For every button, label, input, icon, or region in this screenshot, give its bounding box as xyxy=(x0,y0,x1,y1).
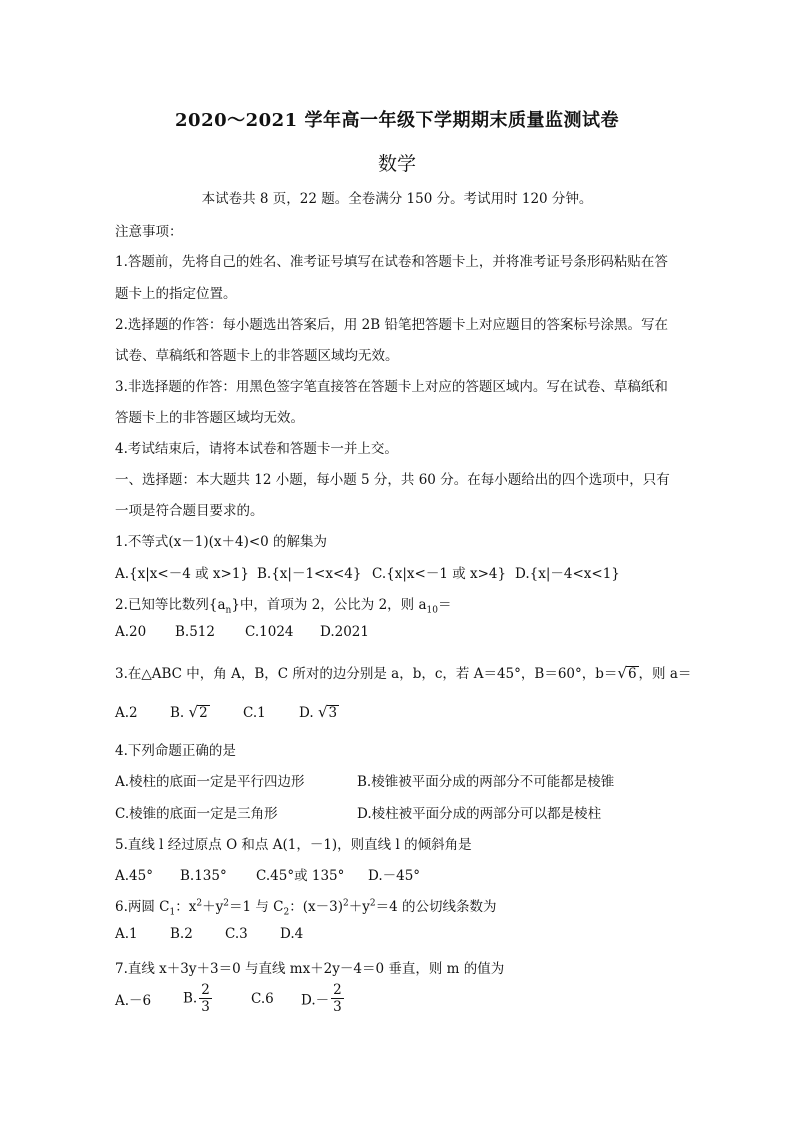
q2-option-c: C.1024 xyxy=(245,624,294,640)
sqrt-symbol-icon: √ xyxy=(617,664,627,682)
q4-option-c: C.棱锥的底面一定是三角形 xyxy=(115,806,278,822)
q3-option-d-radicand: 3 xyxy=(328,705,338,721)
q6-superscript: 2 xyxy=(342,898,349,909)
q3-option-a: A.2 xyxy=(115,705,138,721)
q6-subscript: 2 xyxy=(283,907,290,918)
q3-option-b-label: B. xyxy=(170,705,185,721)
q7-option-d xyxy=(301,982,346,1015)
q6-superscript: 2 xyxy=(196,898,203,909)
q4-options-row-1 xyxy=(115,770,614,790)
notes-heading: 注意事项： xyxy=(115,224,183,240)
q3-stem xyxy=(115,662,691,682)
q6-stem xyxy=(115,895,496,918)
q1-option-c: C.{x|x<－1 或 x>4} xyxy=(372,566,507,582)
q6-options xyxy=(115,926,303,942)
q7-option-b xyxy=(183,982,251,1015)
q6-option-b: B.2 xyxy=(170,926,193,942)
q7-option-b-label: B. xyxy=(183,990,198,1007)
q7-stem: 7.直线 x＋3y＋3＝0 与直线 mx＋2y－4＝0 垂直，则 m 的值为 xyxy=(115,961,505,977)
q5-option-c: C.45°或 135° xyxy=(256,868,345,884)
q3-stem-part: ，则 a＝ xyxy=(638,666,692,682)
sqrt-symbol-icon: √ xyxy=(317,703,328,721)
exam-title: 2020～2021 学年高一年级下学期期末质量监测试卷 xyxy=(175,110,619,131)
q6-option-a: A.1 xyxy=(115,926,138,942)
note-1-line-2: 题卡上的指定位置。 xyxy=(115,286,237,302)
q7-option-c: C.6 xyxy=(251,990,274,1007)
section-1-line-2: 一项是符合题目要求的。 xyxy=(115,503,264,519)
q6-stem-part: ＋y xyxy=(202,899,224,915)
q3-option-d xyxy=(299,703,339,721)
q2-option-b: B.512 xyxy=(175,624,215,640)
q6-stem-part: ＝1 与 C xyxy=(228,899,284,915)
q6-stem-part: ：(x－3) xyxy=(289,899,343,915)
note-1-line-1: 1.答题前，先将自己的姓名、准考证号填写在试卷和答题卡上，并将准考证号条形码粘贴在答 xyxy=(115,254,668,270)
q2-stem-part: }中，首项为 2，公比为 2，则 a xyxy=(231,597,427,613)
q2-subscript-n: n xyxy=(225,605,232,616)
q6-stem-part: ：x xyxy=(175,899,197,915)
q1-option-d: D.{x|－4<x<1} xyxy=(515,566,620,582)
q6-stem-part: ＋y xyxy=(348,899,370,915)
q1-option-b: B.{x|－1<x<4} xyxy=(257,566,362,582)
q7-options xyxy=(115,982,346,1015)
subject-heading: 数学 xyxy=(377,153,416,175)
q5-options xyxy=(115,864,420,884)
q2-subscript-10: 10 xyxy=(426,605,438,616)
note-3-line-2: 答题卡上的非答题区域均无效。 xyxy=(115,410,304,426)
q6-option-c: C.3 xyxy=(225,926,248,942)
q1-stem: 1.不等式(x－1)(x＋4)<0 的解集为 xyxy=(115,534,328,550)
q3-option-b xyxy=(170,703,243,721)
q2-stem xyxy=(115,593,451,616)
q4-option-b: B.棱锥被平面分成的两部分不可能都是棱锥 xyxy=(357,774,615,790)
q4-option-d: D.棱柱被平面分成的两部分可以都是棱柱 xyxy=(357,806,602,822)
note-4: 4.考试结束后，请将本试卷和答题卡一并上交。 xyxy=(115,441,398,457)
q5-option-d: D.－45° xyxy=(368,868,421,884)
note-2-line-2: 试卷、草稿纸和答题卡上的非答题区域均无效。 xyxy=(115,348,399,364)
q7-option-d-label: D.－ xyxy=(301,992,330,1009)
q4-option-a: A.棱柱的底面一定是平行四边形 xyxy=(115,774,305,790)
q3-option-c: C.1 xyxy=(243,705,266,721)
q4-options-row-2 xyxy=(115,802,601,822)
q5-option-a: A.45° xyxy=(115,868,153,884)
section-1-line-1: 一、选择题：本大题共 12 小题，每小题 5 分，共 60 分。在每小题给出的四个选项中，只有 xyxy=(115,472,670,488)
q6-subscript: 1 xyxy=(169,907,176,918)
q7-option-b-fraction xyxy=(199,982,212,1015)
q2-option-a: A.20 xyxy=(115,624,147,640)
q4-stem: 4.下列命题正确的是 xyxy=(115,743,236,759)
q3-option-b-radicand: 2 xyxy=(199,705,208,721)
sqrt-symbol-icon: √ xyxy=(188,703,199,721)
exam-intro: 本试卷共 8 页，22 题。全卷满分 150 分。考试用时 120 分钟。 xyxy=(201,191,593,207)
q3-radicand: 6 xyxy=(627,666,637,682)
q6-stem-part: 6.两圆 C xyxy=(115,899,170,915)
q1-option-a: A.{x|x<－4 或 x>1} xyxy=(115,566,249,582)
q7-option-d-numerator: 2 xyxy=(333,982,342,998)
q6-superscript: 2 xyxy=(223,898,229,909)
q7-option-d-fraction xyxy=(331,982,344,1015)
q5-option-b: B.135° xyxy=(180,868,227,884)
q6-option-d: D.4 xyxy=(280,926,304,942)
q3-option-d-label: D. xyxy=(299,705,314,721)
q2-option-d: D.2021 xyxy=(320,624,369,640)
note-2-line-1: 2.选择题的作答：每小题选出答案后，用 2B 铅笔把答题卡上对应题目的答案标号涂黑。写在 xyxy=(115,317,668,333)
q6-stem-part: ＝4 的公切线条数为 xyxy=(375,899,497,915)
q2-stem-part: 2.已知等比数列{a xyxy=(115,597,226,613)
q6-superscript: 2 xyxy=(369,898,376,909)
q7-option-a: A.－6 xyxy=(115,992,152,1009)
q7-option-b-numerator: 2 xyxy=(201,982,210,998)
q3-options xyxy=(115,703,339,721)
q2-options xyxy=(115,624,369,640)
q5-stem: 5.直线 l 经过原点 O 和点 A(1，－1)，则直线 l 的倾斜角是 xyxy=(115,837,472,853)
q7-option-b-denominator: 3 xyxy=(201,999,210,1015)
note-3-line-1: 3.非选择题的作答：用黑色签字笔直接答在答题卡上对应的答题区域内。写在试卷、草稿纸和 xyxy=(115,379,668,395)
q7-option-d-denominator: 3 xyxy=(333,999,342,1015)
q3-stem-part: 3.在△ABC 中，角 A，B，C 所对的边分别是 a，b，c，若 A＝45°，B＝60°，b＝ xyxy=(115,666,618,682)
q1-options xyxy=(115,562,620,582)
q2-stem-part: ＝ xyxy=(437,597,452,613)
